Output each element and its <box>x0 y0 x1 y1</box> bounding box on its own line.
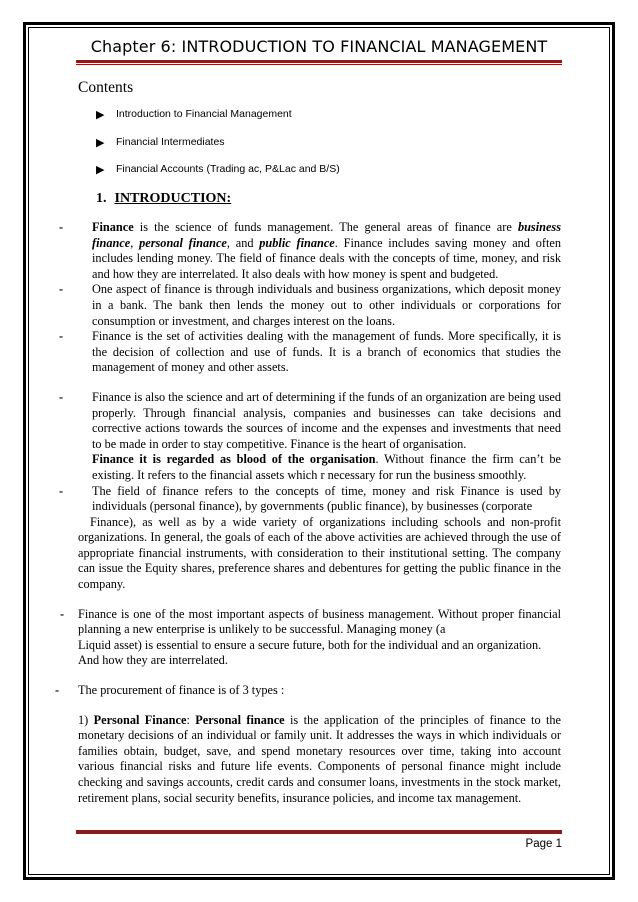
section-number: 1. <box>96 191 107 206</box>
term-personal-finance: Personal finance <box>195 712 285 727</box>
text-run: . Without finance the firm can’t be existing. It refers to the financial assets which r necessary for run the business smoothly. <box>92 452 561 482</box>
header-rule <box>76 60 562 65</box>
page-number: Page 1 <box>525 838 562 850</box>
chapter-title: Chapter 6: INTRODUCTION TO FINANCIAL MANAGEMENT <box>90 37 548 56</box>
body-text <box>0 220 638 806</box>
arrow-icon: ▶ <box>96 164 105 176</box>
bullet-dash: - <box>59 329 64 344</box>
paragraph <box>59 483 561 515</box>
bullet-dash: - <box>59 220 64 234</box>
list-number: 1) <box>78 712 94 727</box>
contents-item-label: Introduction to Financial Management <box>116 108 292 120</box>
arrow-icon: ▶ <box>96 109 105 121</box>
bullet-dash: - <box>60 606 65 621</box>
text-run: Finance is also the science and art of determining if the funds of an organization are being used properly. Through financial analysis, companies and businesses can take decisions and corrective actions towards the sources of income and the expenses and investments that need to be made in order to stay competitive. Finance is the heart of organisation. <box>92 389 561 451</box>
term-business-finance: business finance <box>92 220 561 250</box>
term-blood-of-organisation: Finance it is regarded as blood of the organisation <box>92 452 376 467</box>
contents-item-label: Financial Accounts (Trading ac, P&Lac and B/S) <box>116 163 340 175</box>
paragraph <box>59 282 561 329</box>
text-run: Finance), as well as by a wide variety of organizations including schools and non-profit organizations. In general, the goals of each of the above activities are achieved through the use of appropriate financial instruments, with consideration to their institutional setting. The company can issue the Equity shares, preference shares and debentures for getting the public finance in the company. <box>78 514 561 592</box>
section-title-text: INTRODUCTION: <box>114 191 232 206</box>
bullet-dash: - <box>55 683 60 698</box>
contents-item-label: Financial Intermediates <box>116 135 225 148</box>
paragraph <box>55 683 561 699</box>
text-run: And how they are interrelated. <box>78 653 228 668</box>
text-run: . Finance includes saving money and often includes lending money. The field of finance deals with the concepts of time, money, and risk and how they are interrelated. It also deals with how money is spent and budgeted. <box>92 235 561 281</box>
text-run: One aspect of finance is through individuals and business organizations, which deposit money in a bank. The bank then lends the money out to other individuals or corporations for consumption or investment, and charges interest on the loans. <box>92 282 561 328</box>
term-personal-finance: personal finance <box>139 235 227 250</box>
section-heading <box>96 191 231 207</box>
text-run: is the application of the principles of finance to the monetary decisions of an individual or family unit. It addresses the ways in which individuals or families obtain, budget, save, and spend monetary resources over time, taking into account various financial risks and future life events. Components of personal finance might include checking and savings accounts, credit cards and consumer loans, investments in the stock market, retirement plans, social security benefits, insurance policies, and income tax management. <box>78 712 562 805</box>
term-personal-finance-label: Personal Finance <box>93 712 187 727</box>
term-finance: Finance <box>92 220 134 234</box>
text-run: is the science of funds management. The general areas of finance are <box>133 220 518 234</box>
footer-rule <box>76 829 562 834</box>
contents-list <box>96 108 340 191</box>
arrow-icon: ▶ <box>96 136 105 149</box>
paragraph <box>59 329 561 376</box>
text-run: Finance is one of the most important aspects of business management. Without proper financial planning a new enterprise is unlikely to be successful. Managing money (a <box>78 606 561 637</box>
contents-item[interactable] <box>96 108 340 136</box>
paragraph <box>78 713 561 807</box>
contents-heading: Contents <box>78 79 134 96</box>
text-run: , <box>130 235 140 250</box>
paragraph-continuation <box>78 515 561 593</box>
paragraph <box>59 220 561 282</box>
bullet-dash: - <box>59 282 64 297</box>
contents-item[interactable] <box>96 136 340 164</box>
bullet-dash: - <box>59 389 64 404</box>
text-run: The procurement of finance is of 3 types : <box>78 683 285 698</box>
term-public-finance: public finance <box>259 235 335 250</box>
paragraph <box>60 606 561 669</box>
contents-item[interactable] <box>96 163 340 191</box>
text-run: , and <box>226 235 260 250</box>
bullet-dash: - <box>59 483 64 498</box>
text-run: Finance is the set of activities dealing with the management of funds. More specifically, it is the decision of collection and use of funds. It is a branch of economics that studies the management of money and other assets. <box>92 329 561 375</box>
text-run: Liquid asset) is essential to ensure a secure future, both for the individual and an organization. <box>78 637 542 652</box>
paragraph <box>59 389 561 484</box>
text-run: : <box>186 712 196 727</box>
text-run: The field of finance refers to the concepts of time, money and risk Finance is used by individuals (personal finance), by governments (public finance), by businesses (corporate <box>92 483 561 514</box>
